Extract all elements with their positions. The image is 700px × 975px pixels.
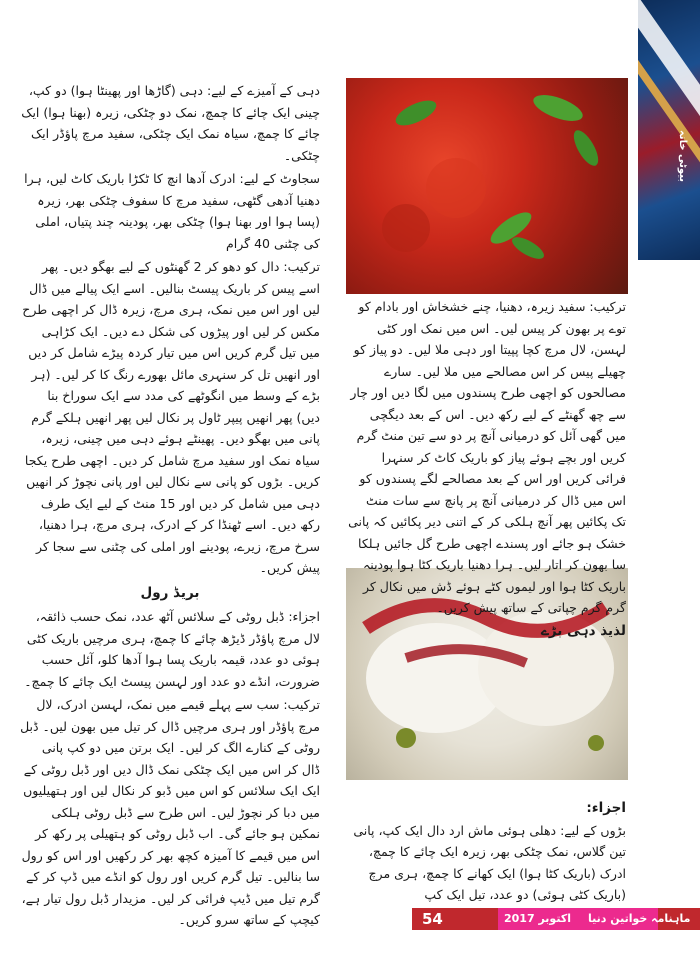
issue-date: اکتوبر 2017 [504,912,571,925]
method-paragraph: ترکیب: دال کو دھو کر 2 گھنٹوں کے لیے بھگو دیں۔ پھر اسے پیس کر باریک پیسٹ بنالیں۔ اسے ایک پیالے میں ڈال لیں اور اس میں نمک، ہری مرچ، زیرہ ڈال کر اچھی طرح مکس کر لیں اور پیڑوں کی شکل دے دیں۔ ایک کڑاہی میں تیل گرم کریں اس میں تیار کردہ پیڑے شامل کر دیں اور انھیں تل کر سنہری مائل بھورے رنگ کا کر لیں۔ (ہر بڑے کے وسط میں انگوٹھے کی مدد سے ایک سوراخ بنا دیں) پھر انھیں پیپر ٹاول پر نکال لیں پھر انھیں ہلکے گرم پانی میں بھگو دیں۔ پھینٹے ہوئے دہی میں چینی، زیرہ، سیاہ نمک اور سفید مرچ شامل کر دیں۔ اچھی طرح یکجا کریں۔ بڑوں کو پانی سے نکال لیں اور پانی نچوڑ کر انھیں دہی میں شامل کر دیں اور 15 منٹ کے لیے ایک طرف رکھ دیں۔ اسے ٹھنڈا کر کے ادرک، ہری مرچ، ہرا دھنیا، سرخ مرچ، زیرے، پودینے اور املی کی چٹنی سے سجا کر پیش کریں۔ [22,259,320,575]
left-column [20,80,320,933]
right-column [348,296,626,642]
baray-ingredients-paragraph: بڑوں کے لیے: دھلی ہوئی ماش ارد دال ایک کپ، پانی تین گلاس، نمک چٹکی بھر، زیرہ ایک چائے کا چمچ، ادرک (باریک کٹا ہوا) ایک کھانے کا چمچ، ہری مرچ (باریک کٹی ہوئی) دو عدد، تیل ایک کپ [353,822,626,902]
bread-roll-method: ترکیب: سب سے پہلے قیمے میں نمک، لہسن ادرک، لال مرچ پاؤڈر اور ہری مرچیں ڈال کر تیل میں بھون لیں۔ ڈبل روٹی کے کنارے الگ کر لیں۔ ایک برتن میں دو کپ پانی ڈال کر اس میں ایک چٹکی نمک ڈال دیں اور ڈبل روٹی کے ایک ایک سلائس کو اس میں ڈبو کر نکال لیں اور ہتھیلیوں میں دبا کر نچوڑ لیں۔ اس طرح سے ڈبل روٹی ہلکی نمکین ہو جائے گی۔ اب ڈبل روٹی کو ہتھیلی پر رکھ کر اس میں قیمے کا آمیزہ کچھ بھر کر رکھیں اور اس کو رول سا بنالیں۔ تیل گرم کریں اور رول کو انڈے میں ڈپ کر کے گرم تیل میں ڈیپ فرائی کر لیں۔ مزیدار ڈبل رول تیار ہے، کیچپ کے ساتھ سرو کریں۔ [20,697,320,927]
bread-roll-ingredients: اجزاء: ڈبل روٹی کے سلائس آٹھ عدد، نمک حسب ذائقہ، لال مرچ پاؤڈر ڈیڑھ چائے کا چمچ، ہری مرچیں باریک کٹی ہوئی دو عدد، قیمہ باریک پسا ہوا آدھا کلو، آئل حسب ضرورت، انڈے دو عدد اور لہسن پیسٹ ایک چائے کا چمچ۔ [24,609,320,689]
bread-roll-heading: بریڈ رول [140,584,200,601]
bottom-column [348,796,626,908]
pasanday-method-paragraph: ترکیب: سفید زیرہ، دھنیا، چنے خشخاش اور بادام کو توے پر بھون کر پیس لیں۔ اس میں نمک اور کٹی لہسن، لال مرچ کچا پپیتا اور دہی ملا لیں۔ دو پیاز کو چھیلے پیس کر اس مصالحے میں ملا لیں۔ سارے مصالحوں کو اچھی طرح پسندوں میں لگا دیں اور چار سے چھ گھنٹے کے لیے رکھ دیں۔ اس کے بعد دیگچی میں گھی آئل کو درمیانی آنچ پر دو سے تین منٹ گرم کریں اور بچے ہوئے پیاز کو باریک کاٹ کر سنہرا فرائی کریں اور اس کے بعد مصالحے لگے پسندوں کو اس میں ڈال کر درمیانی آنچ پر پانچ سے سات منٹ تک پکائیں پھر آنچ ہلکی کر کے اتنی دیر پکائیں کہ پانی خشک ہو جائے اور پسندے اچھی طرح گل جائیں ہلکا سا بھون کر اتار لیں۔ ہرا دھنیا باریک کٹا ہوا پودینہ باریک کٹا ہوا اور لیموں کٹے ہوئے ڈش میں نکال کر گرم گرم چپاتی کے ساتھ پیش کریں۔ [348,299,626,615]
ingredients-heading: اجزاء: [586,800,626,816]
corner-decoration [638,0,700,260]
section-label: بیوٹی خانہ [677,130,688,183]
garnish-paragraph: سجاوٹ کے لیے: ادرک آدھا انچ کا ٹکڑا باریک کاٹ لیں، ہرا دھنیا آدھی گٹھی، سفید مرچ کا سفوف چٹکی بھر، زیرہ (پسا ہوا اور بھنا ہوا) چٹکی بھر، پودینہ چند پتیاں، املی کی چٹنی 40 گرام [24,171,320,251]
garnish-leaves-icon [346,78,628,294]
dahi-baray-heading: لذیذ دہی بڑے [540,622,626,639]
yogurt-mix-paragraph: دہی کے آمیزے کے لیے: دہی (گاڑھا اور پھینٹا ہوا) دو کپ، چینی ایک چائے کا چمچ، نمک دو چٹکی، زیرہ (بھنا ہوا) ایک چائے کا چمچ، سیاہ نمک ایک چٹکی، سفید مرچ پاؤڈر ایک چٹکی۔ [21,83,320,163]
dish-photo-pasanday [346,78,628,294]
page-number: 54 [422,910,443,928]
page-footer [412,908,700,930]
magazine-name: ماہنامہ خواتین دنیا [588,912,691,925]
